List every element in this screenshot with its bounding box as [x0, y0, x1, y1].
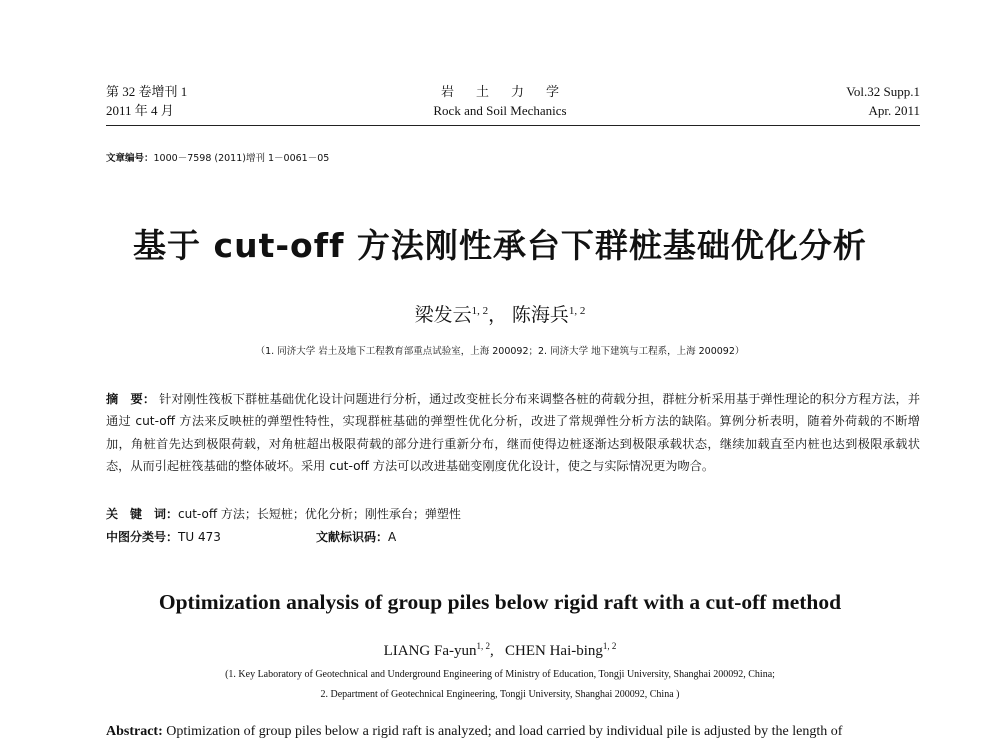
author-affiliation-mark: 1, 2: [602, 641, 617, 651]
article-number-value: 1000－7598 (2011)增刊 1－0061－05: [153, 153, 330, 164]
keywords-value: cut-off 方法；长短桩；优化分析；刚性承台；弹塑性: [178, 507, 461, 521]
author-separator: ，: [488, 305, 508, 326]
journal-name-cn: 岩土力学: [440, 84, 581, 99]
abstract-cn-label: 摘 要：: [106, 392, 156, 406]
document-code: [316, 528, 396, 545]
header-divider: [106, 125, 920, 126]
abstract-en: [106, 724, 920, 740]
abstract-cn: [106, 388, 920, 478]
authors-en: [0, 641, 1000, 660]
author-affiliation-mark: 1, 2: [476, 641, 490, 651]
publication-date: 2011 年 4 月: [106, 103, 174, 118]
author-separator: ,: [490, 643, 505, 659]
author-name: 梁发云: [414, 305, 472, 326]
author-affiliation-mark: 1, 2: [568, 305, 586, 317]
author-name-en: LIANG Fa-yun: [383, 643, 477, 659]
keywords-label: 关 键 词：: [106, 507, 179, 521]
publication-date-en: Apr. 2011: [868, 103, 920, 118]
affiliation-en-line: (1. Key Laboratory of Geotechnical and Underground Engineering of Ministry of Education, Tongji University, Shanghai 200092, China;: [225, 669, 775, 680]
article-number-label: 文章编号：: [106, 153, 154, 164]
clc-number: [106, 528, 221, 545]
abstract-en-label: Abstract:: [106, 724, 163, 739]
journal-name-en: Rock and Soil Mechanics: [433, 103, 567, 118]
author-name: 陈海兵: [511, 305, 569, 326]
paper-title-cn: 基于 cut-off 方法刚性承台下群桩基础优化分析: [133, 226, 867, 265]
affiliation-en-line: 2. Department of Geotechnical Engineering, Tongji University, Shanghai 200092, China ): [320, 689, 680, 700]
document-code-label: 文献标识码：: [316, 530, 389, 544]
paper-title-en: Optimization analysis of group piles below rigid raft with a cut-off method: [158, 590, 842, 614]
authors-cn: [0, 300, 1000, 327]
article-number: [106, 150, 329, 164]
volume-issue-en: Vol.32 Supp.1: [846, 84, 920, 99]
volume-issue: 第 32 卷增刊 1: [106, 84, 188, 99]
affiliation-en: [0, 665, 1000, 705]
clc-value: TU 473: [178, 530, 221, 544]
document-code-value: A: [388, 530, 397, 544]
journal-issue-info-en: [846, 82, 920, 120]
abstract-cn-text: 针对刚性筏板下群桩基础优化设计问题进行分析，通过改变桩长分布来调整各桩的荷载分担，群桩分析采用基于弹性理论的积分方程方法，并通过 cut-off 方法来反映桩的弹塑性特性，实现群桩基础的弹塑性优化分析，改进了常规弹性分析方法的缺陷。算例分析表明，随着外荷载的不断增加，角桩首先达到极限荷载，对角桩超出极限荷载的部分进行重新分布，继而使得边桩逐渐达到极限承载状态，继续加载直至内桩也达到极限承载状态，从而引起桩筏基础的整体破坏。采用 cut-off 方法可以改进基础变刚度优化设计，使之与实际情况更为吻合。: [106, 392, 921, 474]
author-affiliation-mark: 1, 2: [471, 305, 489, 317]
keywords-cn: [106, 505, 461, 522]
abstract-en-text: Optimization of group piles below a rigid raft is analyzed; and load carried by individual pile is adjusted by the length of: [162, 724, 843, 739]
author-name-en: CHEN Hai-bing: [505, 643, 603, 659]
clc-label: 中图分类号：: [106, 530, 179, 544]
affiliation-cn: （1. 同济大学 岩土及地下工程教育部重点试验室，上海 200092；2. 同济大学 地下建筑与工程系，上海 200092）: [255, 346, 745, 357]
